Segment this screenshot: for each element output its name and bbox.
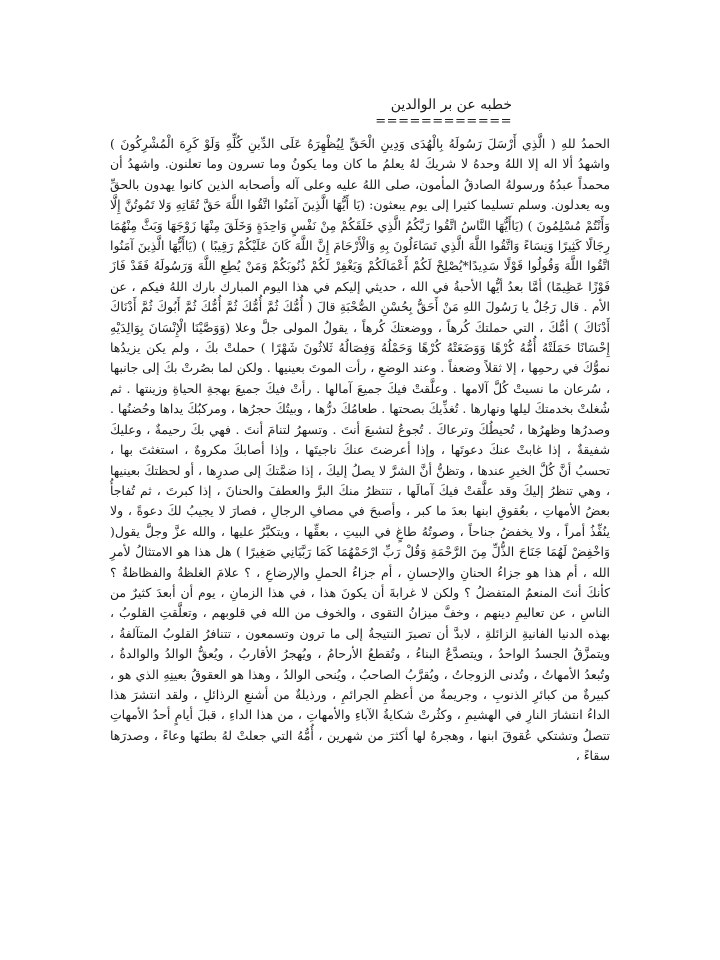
sermon-body-text: الحمدُ للهِ ( الَّذِي أَرْسَلَ رَسُولَهُ بِالْهُدَى وَدِينِ الْحَقِّ لِيُظْهِرَهُ عَلَى الدِّينِ كُلِّهِ وَلَوْ كَرِهَ الْمُشْرِكُونَ ) واشهدُ ألا اله إلا اللهُ وحدهُ لا شريكَ لهُ يعلمُ ما كان وما يكونُ وما تسرون وما تعلنون. واشهدُ أن محمداً عبدُهُ ورسولهُ الصادقُ المأمون، صلى اللهُ عليه وعلى آله وأصحابه الذين كانوا يهدون بالحقِّ وبه يعدلون. وسلم تسليما كثيرا إلى يوم يبعثون: (يَا أَيُّهَا الَّذِينَ آمَنُوا اتَّقُوا اللَّهَ حَقَّ تُقَاتِهِ وَلا تَمُوتُنَّ إِلَّا وَأَنْتُمْ مُسْلِمُونَ ) (يَاأَيُّهَا النَّاسُ اتَّقُوا رَبَّكُمُ الَّذِي خَلَقَكُمْ مِنْ نَفْسٍ وَاحِدَةٍ وَخَلَقَ مِنْهَا زَوْجَهَا وَبَثَّ مِنْهُمَا رِجَالًا كَثِيرًا وَنِسَاءً وَاتَّقُوا اللَّهَ الَّذِي تَسَاءَلُونَ بِهِ وَالْأَرْحَامَ إِنَّ اللَّهَ كَانَ عَلَيْكُمْ رَقِيبًا ) (يَاأَيُّهَا الَّذِينَ آمَنُوا اتَّقُوا اللَّهَ وَقُولُوا قَوْلًا سَدِيدًا*يُصْلِحْ لَكُمْ أَعْمَالَكُمْ وَيَغْفِرْ لَكُمْ ذُنُوبَكُمْ وَمَنْ يُطِعِ اللَّهَ وَرَسُولَهُ فَقَدْ فَازَ فَوْزًا عَظِيمًا) أمَّا بعدُ أيُّها الأحبةُ في الله ، حديثي إليكم في هذا اليوم المبارك بارك اللهُ فيكم ، عن الأم . قال رَجُلٌ يا رَسُولَ اللهِ مَنْ أَحَقُّ بِحُسْنِ الصُّحْبَةِ قالَ ( أُمُّكَ ثُمَّ أُمُّكَ ثُمَّ أُمُّكَ ثُمَّ أَبُوكَ ثُمَّ أَدْنَاكَ أَدْنَاكَ ) أمُّكَ ، التي حملتكَ كُرهاً ، ووضعتكَ كُرهاً ، يقولُ المولى جلَّ وعلا (وَوَصَّيْنَا الْإِنْسَانَ بِوَالِدَيْهِ إِحْسَانًا حَمَلَتْهُ أُمُّهُ كُرْهًا وَوَضَعَتْهُ كُرْهًا وَحَمْلُهُ وَفِصَالُهُ ثَلاثُونَ شَهْرًا ) حملتْ بكَ ، ولم يكن يزيدُها نموُّكَ في رحمِها ، إلا ثقلاً وضعفاً . وعند الوضعِ ، رأت الموتَ بعينيها . ولكن لما بصُرتْ بكَ إلى جانبها ، سُرعان ما نسيتْ كُلَّ آلامها . وعلَّقتْ فيكَ جميعَ آمالها . رأتْ فيكَ جميعَ بهجةِ الحياةِ وزينتها . ثم شُغلتْ بخدمتكَ ليلها ونهارها . تُغذِّيكَ بصحتها . طعامُكَ درُّها ، وبيتُكَ حجرُها ، ومركبُكَ يداها وحُضنُها . وصدرُها وظهرُها ، تُحيطُكَ وترعاكَ . تُجوعُ لتشبعَ أنتَ . وتسهرُ لتنامَ أنتَ . فهي بكَ رحيمةٌ ، وعليكَ شفيقةٌ ، إذا غابتْ عنكَ دعوتَها ، وإذا أعرضتَ عنكَ ناجيتَها ، وإذا أصابكَ مكروهٌ ، استغثتَ بها ، تحسبُ أنَّ كُلَّ الخيرِ عندها ، وتظنُّ أنَّ الشرَّ لا يصلُ إليكَ ، إذا ضمَّتكَ إلى صدرِها ، أو لحظتكَ بعينيها ، وهي تنظرُ إليكَ وقد علَّقتْ فيكَ آمالَها ، تنتظرُ منكَ البرَّ والعطفَ والحنانَ ، إذا كبرتَ ، ثم تُفاجأُ بعضُ الأمهاتِ ، بعُقوقِ ابنها بعدَ ما كبر ، وأصبحَ في مصافِ الرجالِ ، فصارَ لا يجيبُ لكَ دعوةً ، ولا ينُفِّذُ أمراً ، ولا يخفضُ جناحاً ، وصوتُهُ طاغٍ في البيتِ ، بعقِّها ، ويتكبَّرُ عليها ، والله عزَّ وجلَّ يقول( وَاخْفِضْ لَهُمَا جَنَاحَ الذُّلِّ مِنَ الرَّحْمَةِ وَقُلْ رَبِّ ارْحَمْهُمَا كَمَا رَبَّيَانِي صَغِيرًا ) هل هذا هو الامتثالُ لأمرِ الله ، أم هذا هو جزاءُ الحنانِ والإحسانِ ، أم جزاءُ الحملِ والإرضاعِ ، ؟ علامَ الغلظةُ والفظاظةُ ؟ كأنكَ أنتَ المنعمُ المتفضلُ ؟ ولكن لا غرابةَ أن يكونَ هذا ، في هذا الزمانِ ، يوم أن أبعدَ كثيرٌ من الناسِ ، عن تعاليمِ دينهم ، وخفَّ ميزانُ التقوى ، والخوف من الله في قلوبهم ، وتعلَّقتِ القلوبُ ، بهذه الدنيا الفانيةِ الزائلةِ ، لابدَّ أن تصيرَ النتيجةُ إلى ما ترون وتسمعون ، تتنافرُ القلوبُ المتآلفةُ ، ويتمزَّقُ الجسدُ الواحدُ ، ويتصدَّعُ البناءُ ، وتُقطعُ الأرحامُ ، ويُهجرُ الأقاربُ ، ويُعقُّ الوالدُ والوالدةُ ، وتُبعدُ الأمهاتُ ، وتُدنى الزوجاتُ ، ويُقرَّبُ الصاحبُ ، ويُنحى الوالدُ ، وهذا هو العقوقُ بعينِهِ الذي هو ، كبيرةٌ من كبائرِ الذنوبِ ، وجريمةٌ من أعظمِ الجرائمِ ، ورذيلةٌ من أشنعِ الرذائلِ ، ولقد انتشرَ هذا الداءُ انتشارَ النارِ في الهشيمِ ، وكثُرتْ شكايةُ الآباءِ والأمهاتِ ، من هذا الداءِ ، قبلَ أيامٍ أحدُ الأمهاتِ تتصلُ وتشتكي عُقوقَ ابنها ، وهجرهُ لها أكثرَ من شهرين ، أُمُّهُ التي جعلتْ لهُ بطنَها وعاءً ، وصدرَها سقاءً ، <box>110 136 610 764</box>
title-separator: ============ <box>375 114 512 129</box>
document-title: خطبه عن بر الوالدين <box>390 97 512 113</box>
